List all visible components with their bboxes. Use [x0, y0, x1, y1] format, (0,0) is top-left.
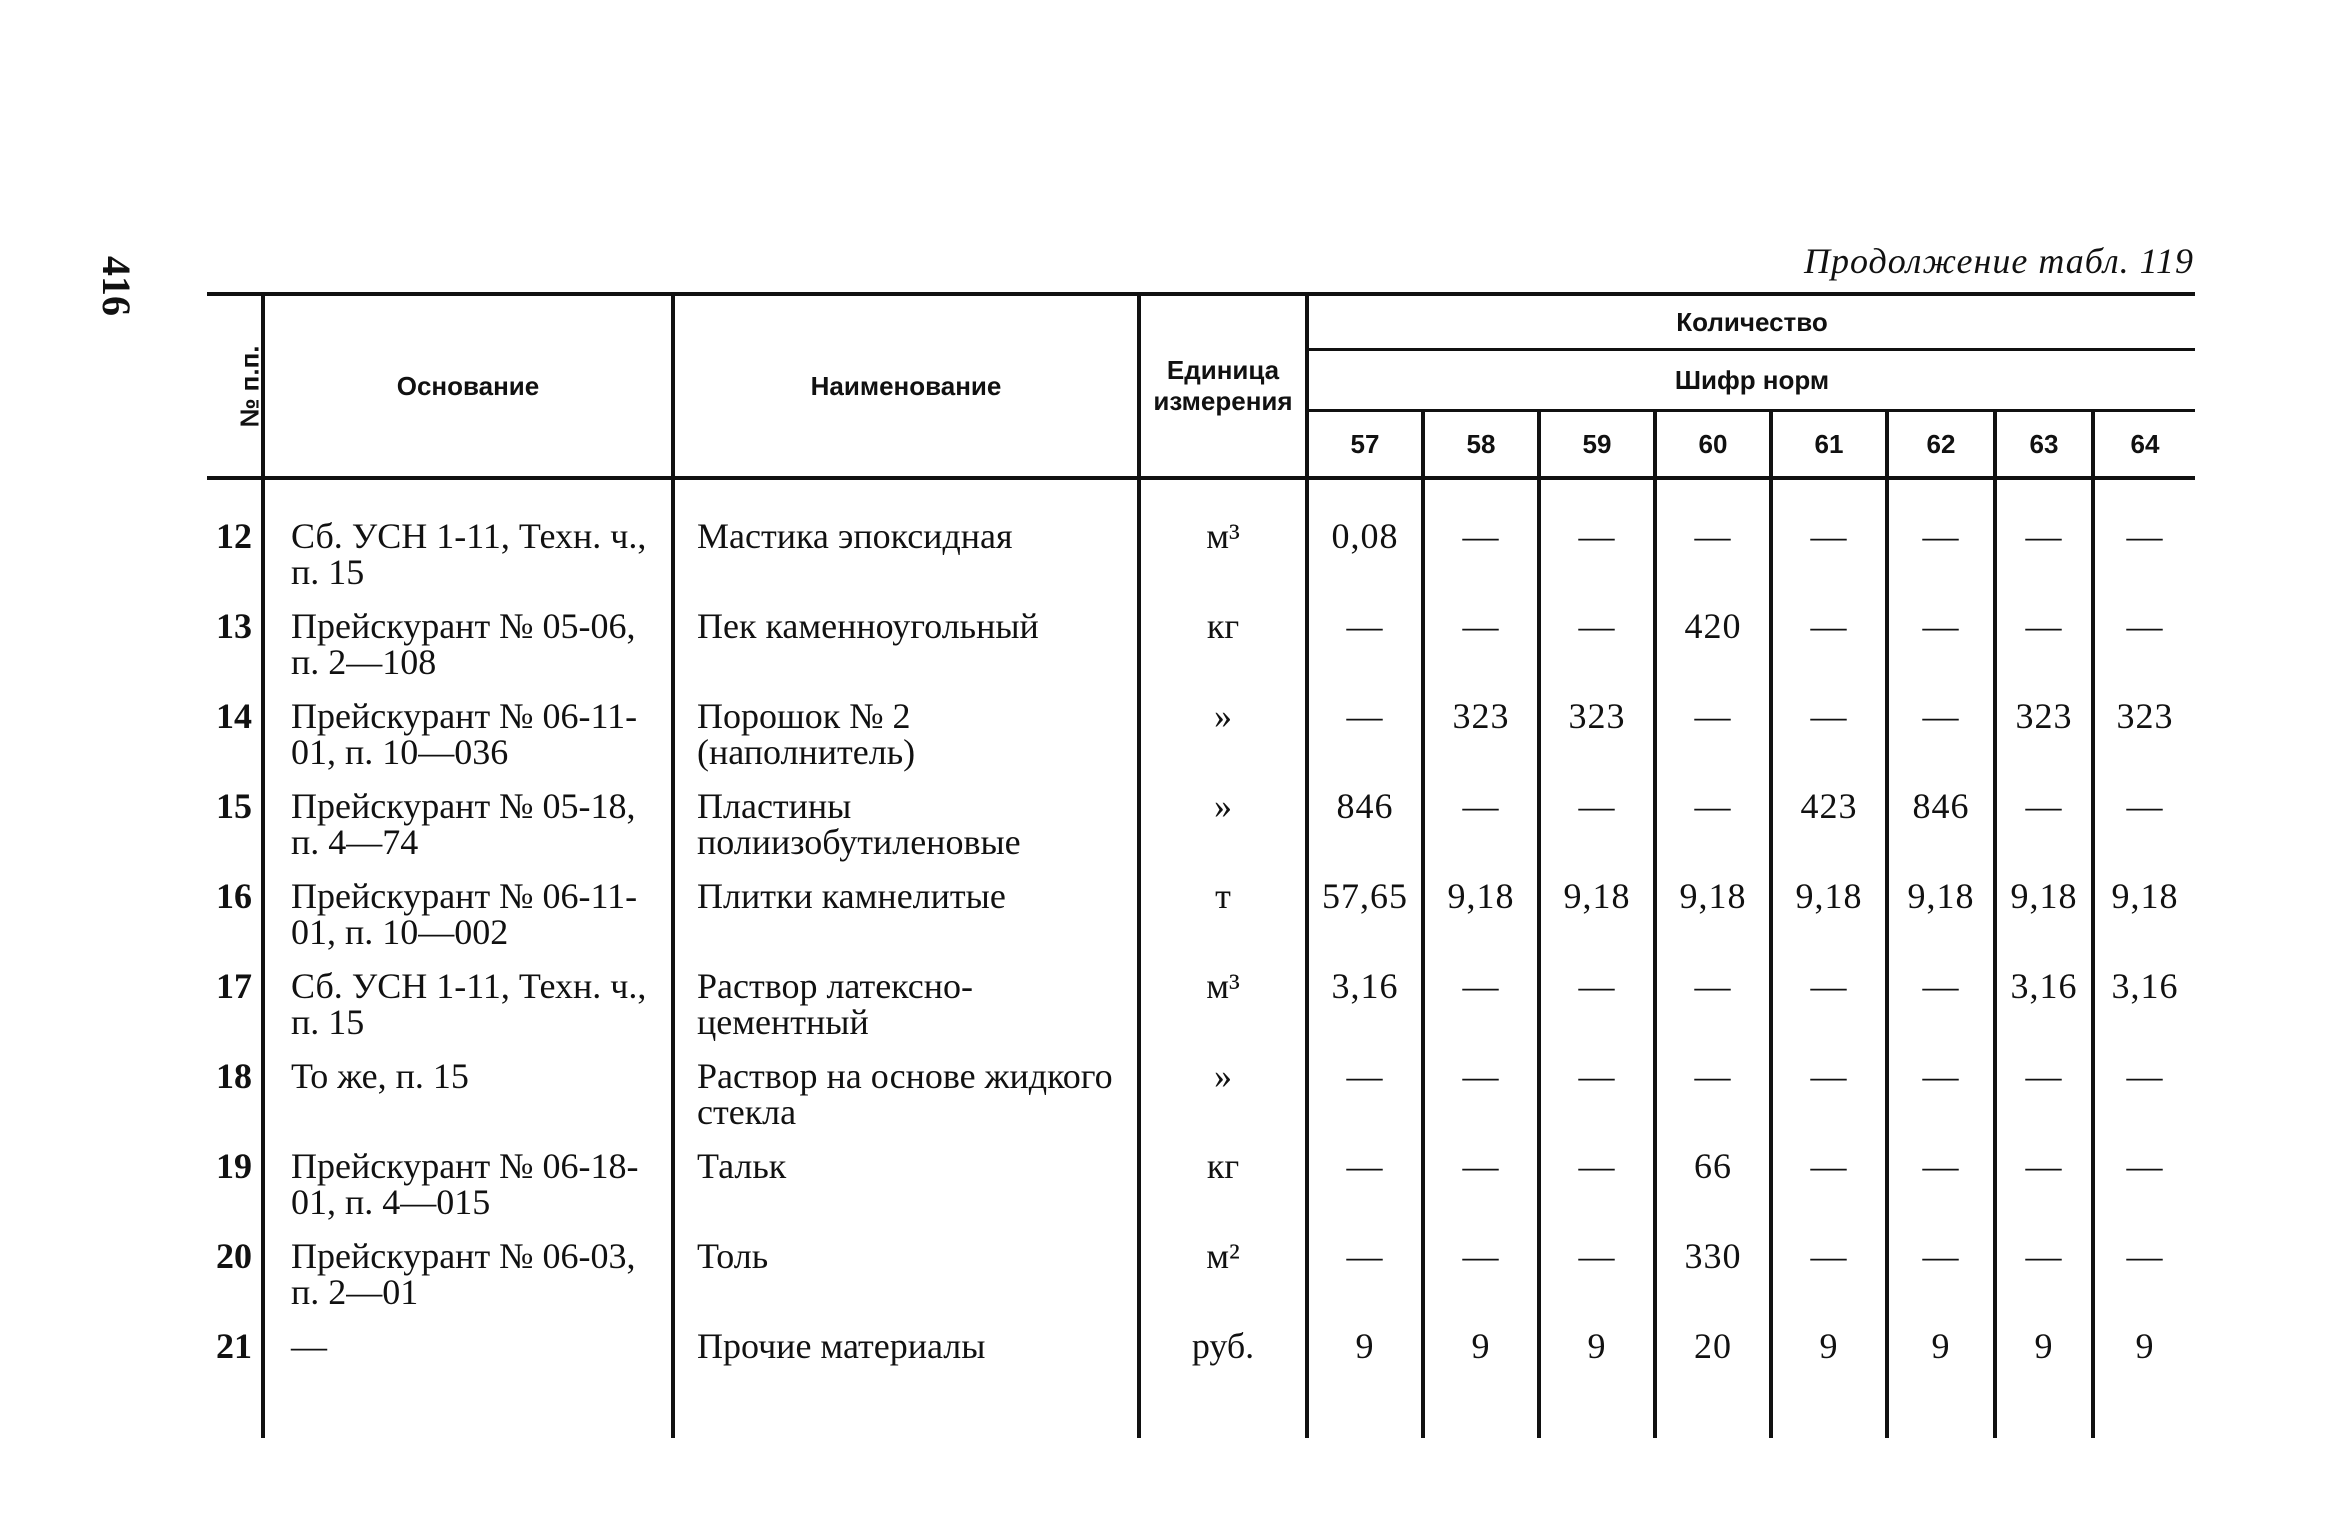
- row-index: 16: [207, 878, 263, 968]
- row-quantity-62: —: [1887, 968, 1995, 1058]
- row-quantity-64: —: [2126, 1146, 2164, 1186]
- row-quantity-63: —: [1995, 1058, 2093, 1148]
- row-quantity-64: —: [2126, 516, 2164, 556]
- row-index: 12: [207, 478, 263, 608]
- row-quantity-62: —: [1887, 478, 1995, 608]
- row-quantity-58: —: [1423, 608, 1539, 698]
- row-basis: Прейскурант № 06-11-01, п. 10—036: [263, 698, 673, 788]
- row-quantity-62: —: [1887, 1058, 1995, 1148]
- row-index: 18: [207, 1058, 263, 1148]
- row-unit: кг: [1139, 608, 1307, 698]
- row-basis: Прейскурант № 06-11-01, п. 10—002: [263, 878, 673, 968]
- row-quantity-63: —: [1995, 788, 2093, 878]
- row-unit: »: [1139, 1058, 1307, 1148]
- column-header-quantity: Количество: [1307, 294, 2195, 350]
- row-name: Раствор латексно-цементный: [673, 968, 1139, 1058]
- row-quantity-60: 420: [1655, 608, 1771, 698]
- row-quantity-60: —: [1655, 788, 1771, 878]
- row-basis: Сб. УСН 1-11, Техн. ч., п. 15: [263, 968, 673, 1058]
- table-row: [207, 1328, 2195, 1438]
- column-header-index-label: № п.п.: [234, 344, 265, 428]
- row-basis: Прейскурант № 06-18-01, п. 4—015: [263, 1148, 673, 1238]
- row-basis: Прейскурант № 05-18, п. 4—74: [263, 788, 673, 878]
- row-name: Тальк: [673, 1148, 1139, 1238]
- row-index: 21: [207, 1328, 263, 1438]
- row-quantity-58: —: [1423, 788, 1539, 878]
- row-name: Толь: [673, 1238, 1139, 1328]
- row-quantity-60: —: [1655, 698, 1771, 788]
- materials-table: [207, 292, 2195, 1438]
- table-row: [207, 1058, 2195, 1148]
- row-unit: »: [1139, 788, 1307, 878]
- row-quantity-61: —: [1771, 698, 1887, 788]
- row-index: 20: [207, 1238, 263, 1328]
- row-quantity-57: 846: [1307, 788, 1423, 878]
- row-quantity-61: —: [1771, 1238, 1887, 1328]
- table-row: [207, 698, 2195, 788]
- code-header-59: 59: [1539, 411, 1655, 479]
- row-name: Плитки камнелитые: [673, 878, 1139, 968]
- row-unit: м²: [1139, 1238, 1307, 1328]
- row-quantity-59: 323: [1539, 698, 1655, 788]
- code-header-64: 64: [2093, 411, 2195, 479]
- row-quantity-64: 9,18: [2111, 876, 2179, 916]
- row-quantity-59: —: [1539, 478, 1655, 608]
- row-quantity-61: —: [1771, 1058, 1887, 1148]
- row-quantity-59: —: [1539, 1058, 1655, 1148]
- table-row: [207, 478, 2195, 608]
- code-header-60: 60: [1655, 411, 1771, 479]
- row-name: Порошок № 2 (наполнитель): [673, 698, 1139, 788]
- row-index: 17: [207, 968, 263, 1058]
- row-quantity-59: —: [1539, 1148, 1655, 1238]
- code-header-61: 61: [1771, 411, 1887, 479]
- row-quantity-64: —: [2126, 786, 2164, 826]
- table-body: [207, 478, 2195, 1438]
- row-quantity-63: —: [1995, 608, 2093, 698]
- row-unit: м³: [1139, 968, 1307, 1058]
- row-quantity-57: —: [1307, 1058, 1423, 1148]
- row-quantity-58: —: [1423, 1238, 1539, 1328]
- row-quantity-60: 330: [1655, 1238, 1771, 1328]
- row-quantity-62: —: [1887, 698, 1995, 788]
- row-quantity-57: 9: [1307, 1328, 1423, 1438]
- page-number: 416: [94, 256, 139, 316]
- row-quantity-58: —: [1423, 1058, 1539, 1148]
- row-quantity-62: 846: [1887, 788, 1995, 878]
- row-unit: т: [1139, 878, 1307, 968]
- row-quantity-60: —: [1655, 1058, 1771, 1148]
- row-quantity-61: —: [1771, 968, 1887, 1058]
- row-quantity-60: —: [1655, 968, 1771, 1058]
- code-header-57: 57: [1307, 411, 1423, 479]
- table-row: [207, 968, 2195, 1058]
- row-quantity-57: —: [1307, 1148, 1423, 1238]
- row-quantity-59: 9,18: [1539, 878, 1655, 968]
- row-quantity-59: 9: [1539, 1328, 1655, 1438]
- table-header: [207, 294, 2195, 478]
- row-quantity-58: —: [1423, 968, 1539, 1058]
- table-row: [207, 608, 2195, 698]
- code-header-62: 62: [1887, 411, 1995, 479]
- row-quantity-59: —: [1539, 1238, 1655, 1328]
- column-header-name: Наименование: [673, 294, 1139, 478]
- row-quantity-64: —: [2126, 606, 2164, 646]
- row-name: Пек каменноугольный: [673, 608, 1139, 698]
- row-quantity-58: —: [1423, 478, 1539, 608]
- row-name: Мастика эпоксидная: [673, 478, 1139, 608]
- row-name: Прочие материалы: [673, 1328, 1139, 1438]
- row-quantity-61: —: [1771, 478, 1887, 608]
- row-quantity-63: 3,16: [1995, 968, 2093, 1058]
- row-quantity-62: —: [1887, 1148, 1995, 1238]
- row-quantity-57: —: [1307, 1238, 1423, 1328]
- row-quantity-63: —: [1995, 1148, 2093, 1238]
- row-basis: Сб. УСН 1-11, Техн. ч., п. 15: [263, 478, 673, 608]
- column-header-codes: Шифр норм: [1307, 350, 2195, 411]
- row-quantity-63: 9,18: [1995, 878, 2093, 968]
- row-name: Пластины полиизобутиленовые: [673, 788, 1139, 878]
- row-quantity-61: —: [1771, 1148, 1887, 1238]
- row-quantity-63: 323: [1995, 698, 2093, 788]
- row-quantity-62: —: [1887, 1238, 1995, 1328]
- row-unit: руб.: [1139, 1328, 1307, 1438]
- row-quantity-62: —: [1887, 608, 1995, 698]
- table-row: [207, 788, 2195, 878]
- code-header-58: 58: [1423, 411, 1539, 479]
- row-unit: кг: [1139, 1148, 1307, 1238]
- row-quantity-61: 9,18: [1771, 878, 1887, 968]
- table-row: [207, 1238, 2195, 1328]
- row-quantity-61: —: [1771, 608, 1887, 698]
- row-quantity-59: —: [1539, 968, 1655, 1058]
- row-quantity-64: 9: [2135, 1326, 2155, 1366]
- row-basis: —: [263, 1328, 673, 1438]
- row-quantity-63: 9: [1995, 1328, 2093, 1438]
- row-quantity-60: 20: [1655, 1328, 1771, 1438]
- row-index: 14: [207, 698, 263, 788]
- row-quantity-64: —: [2126, 1056, 2164, 1096]
- row-quantity-57: —: [1307, 698, 1423, 788]
- row-quantity-59: —: [1539, 608, 1655, 698]
- row-quantity-63: —: [1995, 1238, 2093, 1328]
- table-continuation-caption: Продолжение табл. 119: [1803, 241, 2194, 281]
- row-quantity-58: 323: [1423, 698, 1539, 788]
- row-quantity-60: 9,18: [1655, 878, 1771, 968]
- row-index: 19: [207, 1148, 263, 1238]
- table-row: [207, 1148, 2195, 1238]
- row-quantity-64: 323: [2116, 696, 2174, 736]
- row-quantity-57: —: [1307, 608, 1423, 698]
- row-quantity-60: 66: [1655, 1148, 1771, 1238]
- row-quantity-58: 9,18: [1423, 878, 1539, 968]
- row-unit: м³: [1139, 478, 1307, 608]
- row-index: 13: [207, 608, 263, 698]
- column-header-unit: Единица измерения: [1139, 294, 1307, 478]
- row-unit: »: [1139, 698, 1307, 788]
- row-quantity-64: 3,16: [2111, 966, 2179, 1006]
- row-basis: То же, п. 15: [263, 1058, 673, 1148]
- row-quantity-61: 423: [1771, 788, 1887, 878]
- row-name: Раствор на основе жидкого стекла: [673, 1058, 1139, 1148]
- materials-table-container: [207, 292, 2195, 1438]
- row-quantity-57: 3,16: [1307, 968, 1423, 1058]
- row-quantity-63: —: [1995, 478, 2093, 608]
- row-quantity-58: —: [1423, 1148, 1539, 1238]
- row-quantity-58: 9: [1423, 1328, 1539, 1438]
- row-quantity-59: —: [1539, 788, 1655, 878]
- row-basis: Прейскурант № 06-03, п. 2—01: [263, 1238, 673, 1328]
- table-row: [207, 878, 2195, 968]
- code-header-63: 63: [1995, 411, 2093, 479]
- row-index: 15: [207, 788, 263, 878]
- column-header-index: [207, 294, 263, 478]
- row-quantity-62: 9: [1887, 1328, 1995, 1438]
- row-quantity-64: —: [2126, 1236, 2164, 1276]
- row-quantity-62: 9,18: [1887, 878, 1995, 968]
- row-basis: Прейскурант № 05-06, п. 2—108: [263, 608, 673, 698]
- row-quantity-61: 9: [1771, 1328, 1887, 1438]
- row-quantity-57: 0,08: [1307, 478, 1423, 608]
- row-quantity-57: 57,65: [1307, 878, 1423, 968]
- row-quantity-60: —: [1655, 478, 1771, 608]
- column-header-basis: Основание: [263, 294, 673, 478]
